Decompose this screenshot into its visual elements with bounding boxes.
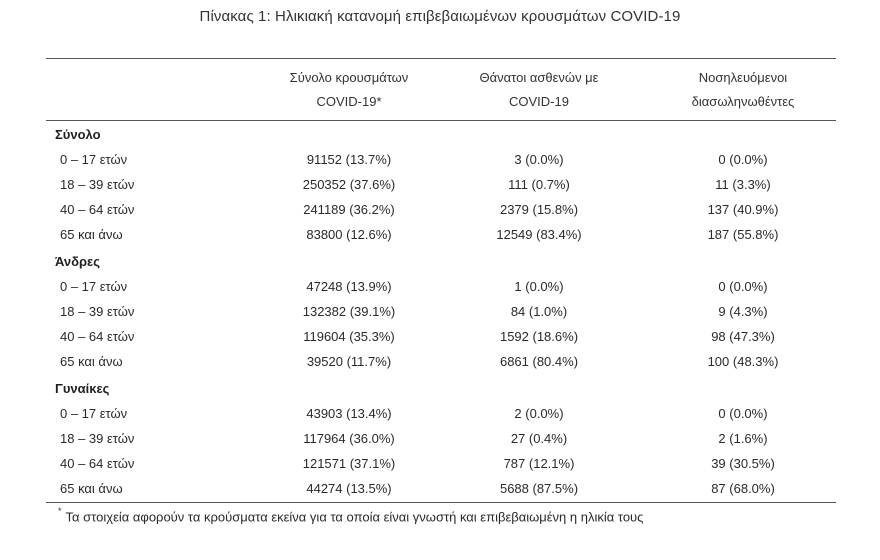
row-label: 40 – 64 ετών [60, 329, 135, 344]
cell-deaths: 2 (0.0%) [514, 406, 564, 421]
section-heading-total: Σύνολο [55, 127, 101, 142]
cell-intubated: 0 (0.0%) [718, 279, 768, 294]
table-title: Πίνακας 1: Ηλικιακή κατανομή επιβεβαιωμένων κρουσμάτων COVID-19 [199, 8, 681, 25]
cell-deaths: 1592 (18.6%) [499, 329, 579, 344]
cell-cases: 119604 (35.3%) [303, 329, 395, 344]
cell-intubated: 187 (55.8%) [707, 227, 779, 242]
row-label: 40 – 64 ετών [60, 456, 135, 471]
cell-cases: 83800 (12.6%) [306, 227, 392, 242]
table-row [46, 351, 836, 373]
cell-intubated: 0 (0.0%) [718, 152, 768, 167]
row-label: 65 και άνω [60, 354, 123, 369]
footnote [58, 508, 643, 524]
row-label: 18 – 39 ετών [60, 431, 135, 446]
row-label: 18 – 39 ετών [60, 304, 135, 319]
row-label: 65 και άνω [60, 481, 123, 496]
column-header-total-cases [258, 66, 440, 114]
cell-intubated: 98 (47.3%) [711, 329, 775, 344]
section-heading-women: Γυναίκες [55, 381, 110, 396]
cell-deaths: 3 (0.0%) [514, 152, 564, 167]
cell-deaths: 1 (0.0%) [514, 279, 564, 294]
table-top-rule [46, 58, 836, 59]
cell-deaths: 111 (0.7%) [508, 177, 570, 192]
table-row [46, 301, 836, 323]
table-row [46, 326, 836, 348]
cell-cases: 91152 (13.7%) [306, 152, 392, 167]
row-label: 65 και άνω [60, 227, 123, 242]
row-label: 0 – 17 ετών [60, 406, 128, 421]
table-row [46, 428, 836, 450]
column-header-deaths-line2: COVID-19 [509, 94, 569, 109]
footnote-marker: * [58, 506, 62, 516]
cell-cases: 132382 (39.1%) [302, 304, 396, 319]
cell-intubated: 87 (68.0%) [711, 481, 775, 496]
column-header-total-cases-line1: Σύνολο κρουσμάτων [289, 70, 409, 85]
column-header-intubated-line2: διασωληνωθέντες [691, 94, 795, 109]
table-bottom-rule [46, 502, 836, 503]
column-header-intubated-line1: Νοσηλευόμενοι [698, 70, 788, 85]
cell-cases: 121571 (37.1%) [302, 456, 396, 471]
column-header-intubated [652, 66, 834, 114]
table-row [46, 199, 836, 221]
cell-intubated: 2 (1.6%) [718, 431, 768, 446]
cell-cases: 44274 (13.5%) [306, 481, 392, 496]
cell-cases: 39520 (11.7%) [306, 354, 392, 369]
cell-intubated: 9 (4.3%) [718, 304, 768, 319]
cell-intubated: 11 (3.3%) [715, 177, 771, 192]
cell-cases: 117964 (36.0%) [303, 431, 395, 446]
section-heading-men: Άνδρες [55, 254, 100, 269]
cell-deaths: 6861 (80.4%) [499, 354, 579, 369]
table-row [46, 478, 836, 500]
table-row [46, 403, 836, 425]
column-header-deaths-line1: Θάνατοι ασθενών με [479, 70, 599, 85]
cell-cases: 250352 (37.6%) [302, 177, 396, 192]
row-label: 18 – 39 ετών [60, 177, 135, 192]
row-label: 40 – 64 ετών [60, 202, 135, 217]
cell-cases: 241189 (36.2%) [303, 202, 395, 217]
footnote-text: Τα στοιχεία αφορούν τα κρούσματα εκείνα για τα οποία είναι γνωστή και επιβεβαιωμένη η ηλικία τους [65, 509, 644, 525]
cell-deaths: 84 (1.0%) [510, 304, 568, 319]
cell-deaths: 27 (0.4%) [510, 431, 568, 446]
cell-cases: 47248 (13.9%) [306, 279, 392, 294]
table-header-rule [46, 120, 836, 121]
cell-intubated: 39 (30.5%) [711, 456, 775, 471]
table-row [46, 149, 836, 171]
column-header-total-cases-line2: COVID-19* [316, 94, 382, 109]
table-row [46, 453, 836, 475]
cell-deaths: 2379 (15.8%) [499, 202, 579, 217]
column-header-deaths [448, 66, 630, 114]
cell-cases: 43903 (13.4%) [306, 406, 392, 421]
table-row [46, 224, 836, 246]
table-row [46, 174, 836, 196]
table-row [46, 276, 836, 298]
row-label: 0 – 17 ετών [60, 152, 128, 167]
cell-intubated: 137 (40.9%) [707, 202, 779, 217]
cell-intubated: 0 (0.0%) [718, 406, 768, 421]
cell-deaths: 787 (12.1%) [503, 456, 575, 471]
cell-deaths: 5688 (87.5%) [499, 481, 579, 496]
cell-intubated: 100 (48.3%) [707, 354, 779, 369]
row-label: 0 – 17 ετών [60, 279, 128, 294]
cell-deaths: 12549 (83.4%) [496, 227, 582, 242]
